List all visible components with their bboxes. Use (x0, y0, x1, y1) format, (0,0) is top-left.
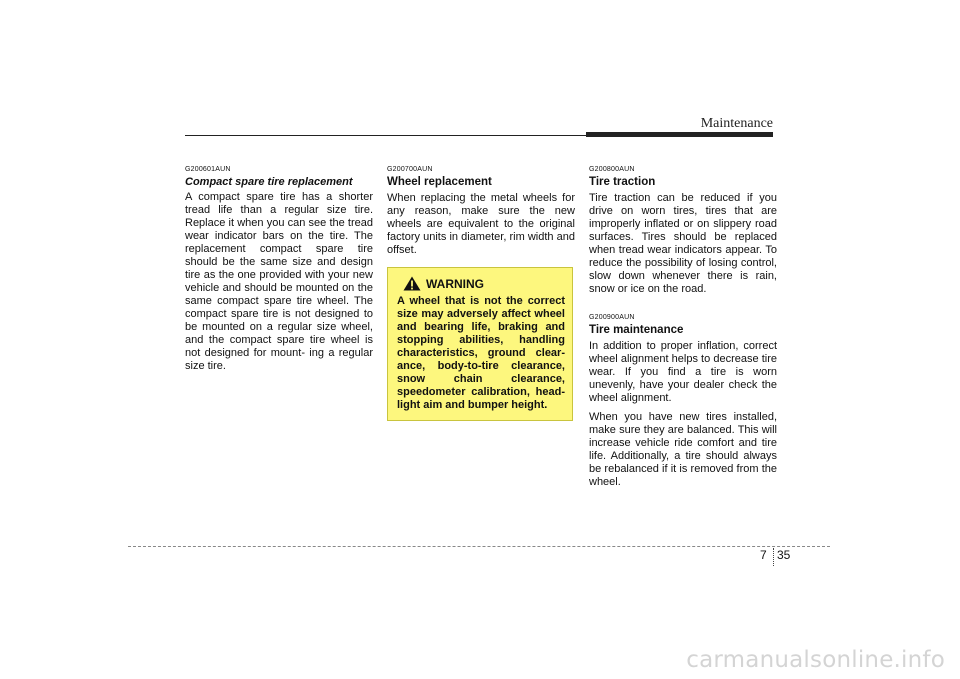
warning-title: WARNING (426, 276, 484, 291)
footer-rule (128, 546, 830, 547)
paragraph: In addition to proper inflation, correct wheel alignment helps to decrease tire wear. If you find a tire is worn unevenly, have your dealer check the wheel alignment. (589, 340, 777, 404)
column-compact-spare (185, 166, 373, 379)
page-number-separator (773, 548, 774, 566)
paragraph: When replacing the metal wheels for any reason, make sure the new wheels are equivalent to the original factory units in diameter, rim width and offset. (387, 192, 575, 256)
column-tire-traction-maintenance (589, 166, 777, 495)
section-code: G200700AUN (387, 166, 433, 173)
paragraph: Tire traction can be reduced if you drive on worn tires, tires that are improperly inflated or on slippery road surfaces. Tires should be replaced when tread wear indicators appear. To reduce the possibility of losing control, slow down whenever there is rain, snow or ice on the road. (589, 192, 777, 295)
section-title: Maintenance (700, 116, 773, 131)
column-wheel-replacement (387, 166, 575, 421)
watermark: carmanualsonline.info (686, 647, 945, 673)
section-code: G200900AUN (589, 314, 635, 321)
section-heading: Tire maintenance (589, 324, 684, 336)
section-code: G200800AUN (589, 166, 635, 173)
warning-box (387, 267, 573, 421)
warning-header (403, 276, 565, 291)
chapter-number: 7 (760, 548, 767, 562)
warning-text: A wheel that is not the correct size may adversely affect wheel and bearing life, braking and stopping abilities, handling characteristics, ground clear- ance, body-to-tire clearance, snow chain clearance, speedometer calibration, head- light aim and bumper height. (397, 295, 565, 411)
section-heading: Wheel replacement (387, 176, 492, 188)
header-rule-accent (586, 132, 773, 137)
section-subheading: Compact spare tire replacement (185, 176, 353, 188)
page-number: 35 (777, 548, 791, 562)
section-code: G200601AUN (185, 166, 231, 173)
warning-triangle-icon (403, 276, 421, 291)
paragraph: When you have new tires installed, make sure they are balanced. This will increase vehicle ride comfort and tire life. Additionally, a tire should always be rebalanced if it is removed from the wheel. (589, 411, 777, 488)
paragraph: A compact spare tire has a shorter tread life than a regular size tire. Replace it when you can see the tread wear indicator bars on the tire. The replacement compact spare tire should be the same size and design tire as the one provided with your new vehicle and should be mounted on the same compact spare tire wheel. The compact spare tire is not designed to be mounted on a regular size wheel, and the compact spare tire wheel is not designed for mount- ing a regular size tire. (185, 191, 373, 372)
section-heading: Tire traction (589, 176, 656, 188)
